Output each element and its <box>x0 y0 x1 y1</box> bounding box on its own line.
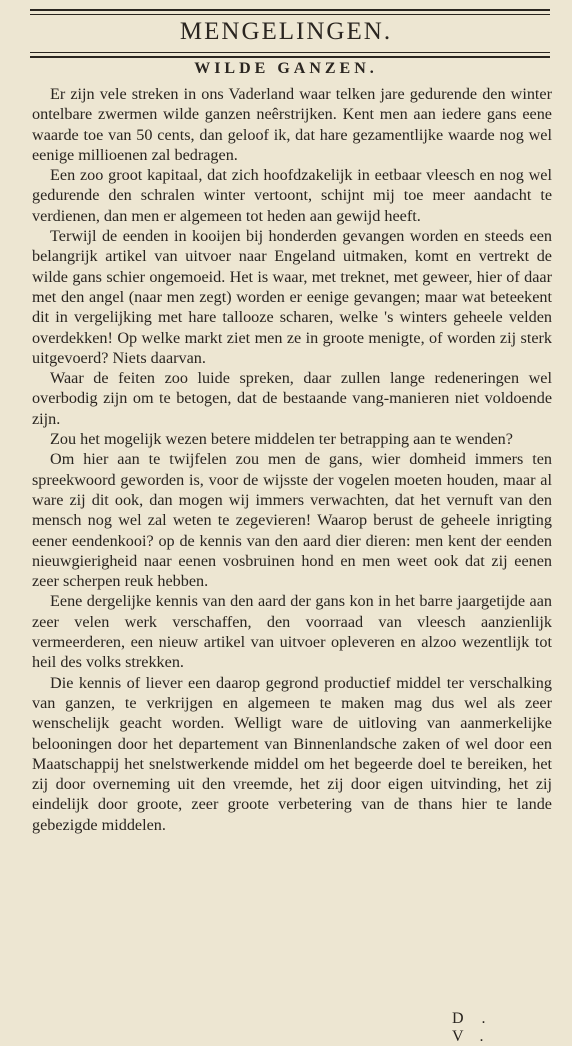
top-rule <box>30 9 550 15</box>
paragraph: Terwijl de eenden in kooijen bij honderden gevangen worden en steeds een belangrijk artikel van uitvoer naar Engeland uitmaken, komt en vertrekt de wilde gans schier ongemoeid. Het is waar, met treknet, met geweer, hier of daar met den angel (naar men zegt) worden er eenige gevangen; maar wat beteekent dit in vergelijking met hare tallooze scharen, welke 's winters geheele velden overdekken! Op welke markt ziet men ze in groote menigte, of worden zij sterk uitgevoerd? Niets daarvan. <box>32 227 552 367</box>
paragraph: Waar de feiten zoo luide spreken, daar zullen lange redeneringen wel overbodig zijn om te betogen, dat de bestaande vang-manieren niet voldoende zijn. <box>32 369 552 428</box>
paragraph: Om hier aan te twijfelen zou men de gans, wier domheid immers ten spreekwoord geworden is, voor de wijsste der vogelen moeten houden, maar al ware zij dit ook, dan mogen wij immers verwachten, dat het vernuft van den mensch nog wel zal weten te zegevieren! Waarop berust de geheele inrigting eener eendenkooi? op de kennis van den aard dier dieren: men kent der eenden nieuwgierigheid naar eenen vosbruinen hond en men weet ook dat zij eenen zeer scherpen reuk hebben. <box>32 450 552 591</box>
signature: D. V. <box>452 1010 504 1045</box>
article-title: WILDE GANZEN. <box>194 60 378 77</box>
section-rule <box>30 52 550 58</box>
paragraph: Er zijn vele streken in ons Vaderland waar telken jare gedurende den winter ontelbare zwermen wilde ganzen neêrstrijken. Kent men aan iedere gans eene waarde toe van 50 cents, dan geloof ik, dat hare gezamentlijke waarde nog wel eenige millioenen zal bedragen. <box>32 85 552 164</box>
paragraph: Eene dergelijke kennis van den aard der gans kon in het barre jaargetijde aan zeer velen werk verschaffen, den voorraad van vleesch aanzienlijk vermeerderen, een nieuw artikel van uitvoer opleveren en alzoo wezentlijk tot heil des volks strekken. <box>32 592 552 672</box>
section-title: MENGELINGEN. <box>179 18 393 45</box>
paragraph: Zou het mogelijk wezen betere middelen ter betrapping aan te wenden? <box>50 430 513 449</box>
paragraph: Die kennis of liever een daarop gegrond productief middel ter verschalking van ganzen, te verkrijgen en algemeen te maken mag dus wel als zeer wenschelijk geacht worden. Welligt ware de uitloving van aanmerkelijke belooningen door het departement van Binnenlandsche zaken of wel door een Maatschappij het snelstwerkende middel om het begeerde doel te bereiken, het zij door overneming uit den vreemde, het zij door eigen uitvinding, het zij eindelijk door groote, zeer groote verbetering van de thans hier te lande gebezigde middelen. <box>32 673 552 834</box>
article-body <box>32 84 552 835</box>
paragraph: Een zoo groot kapitaal, dat zich hoofdzakelijk in eetbaar vleesch en nog wel gedurende den schralen winter vertoont, schijnt mij toe meer aandacht te verdienen, dan men er algemeen tot heden aan gewijd heeft. <box>32 166 552 225</box>
